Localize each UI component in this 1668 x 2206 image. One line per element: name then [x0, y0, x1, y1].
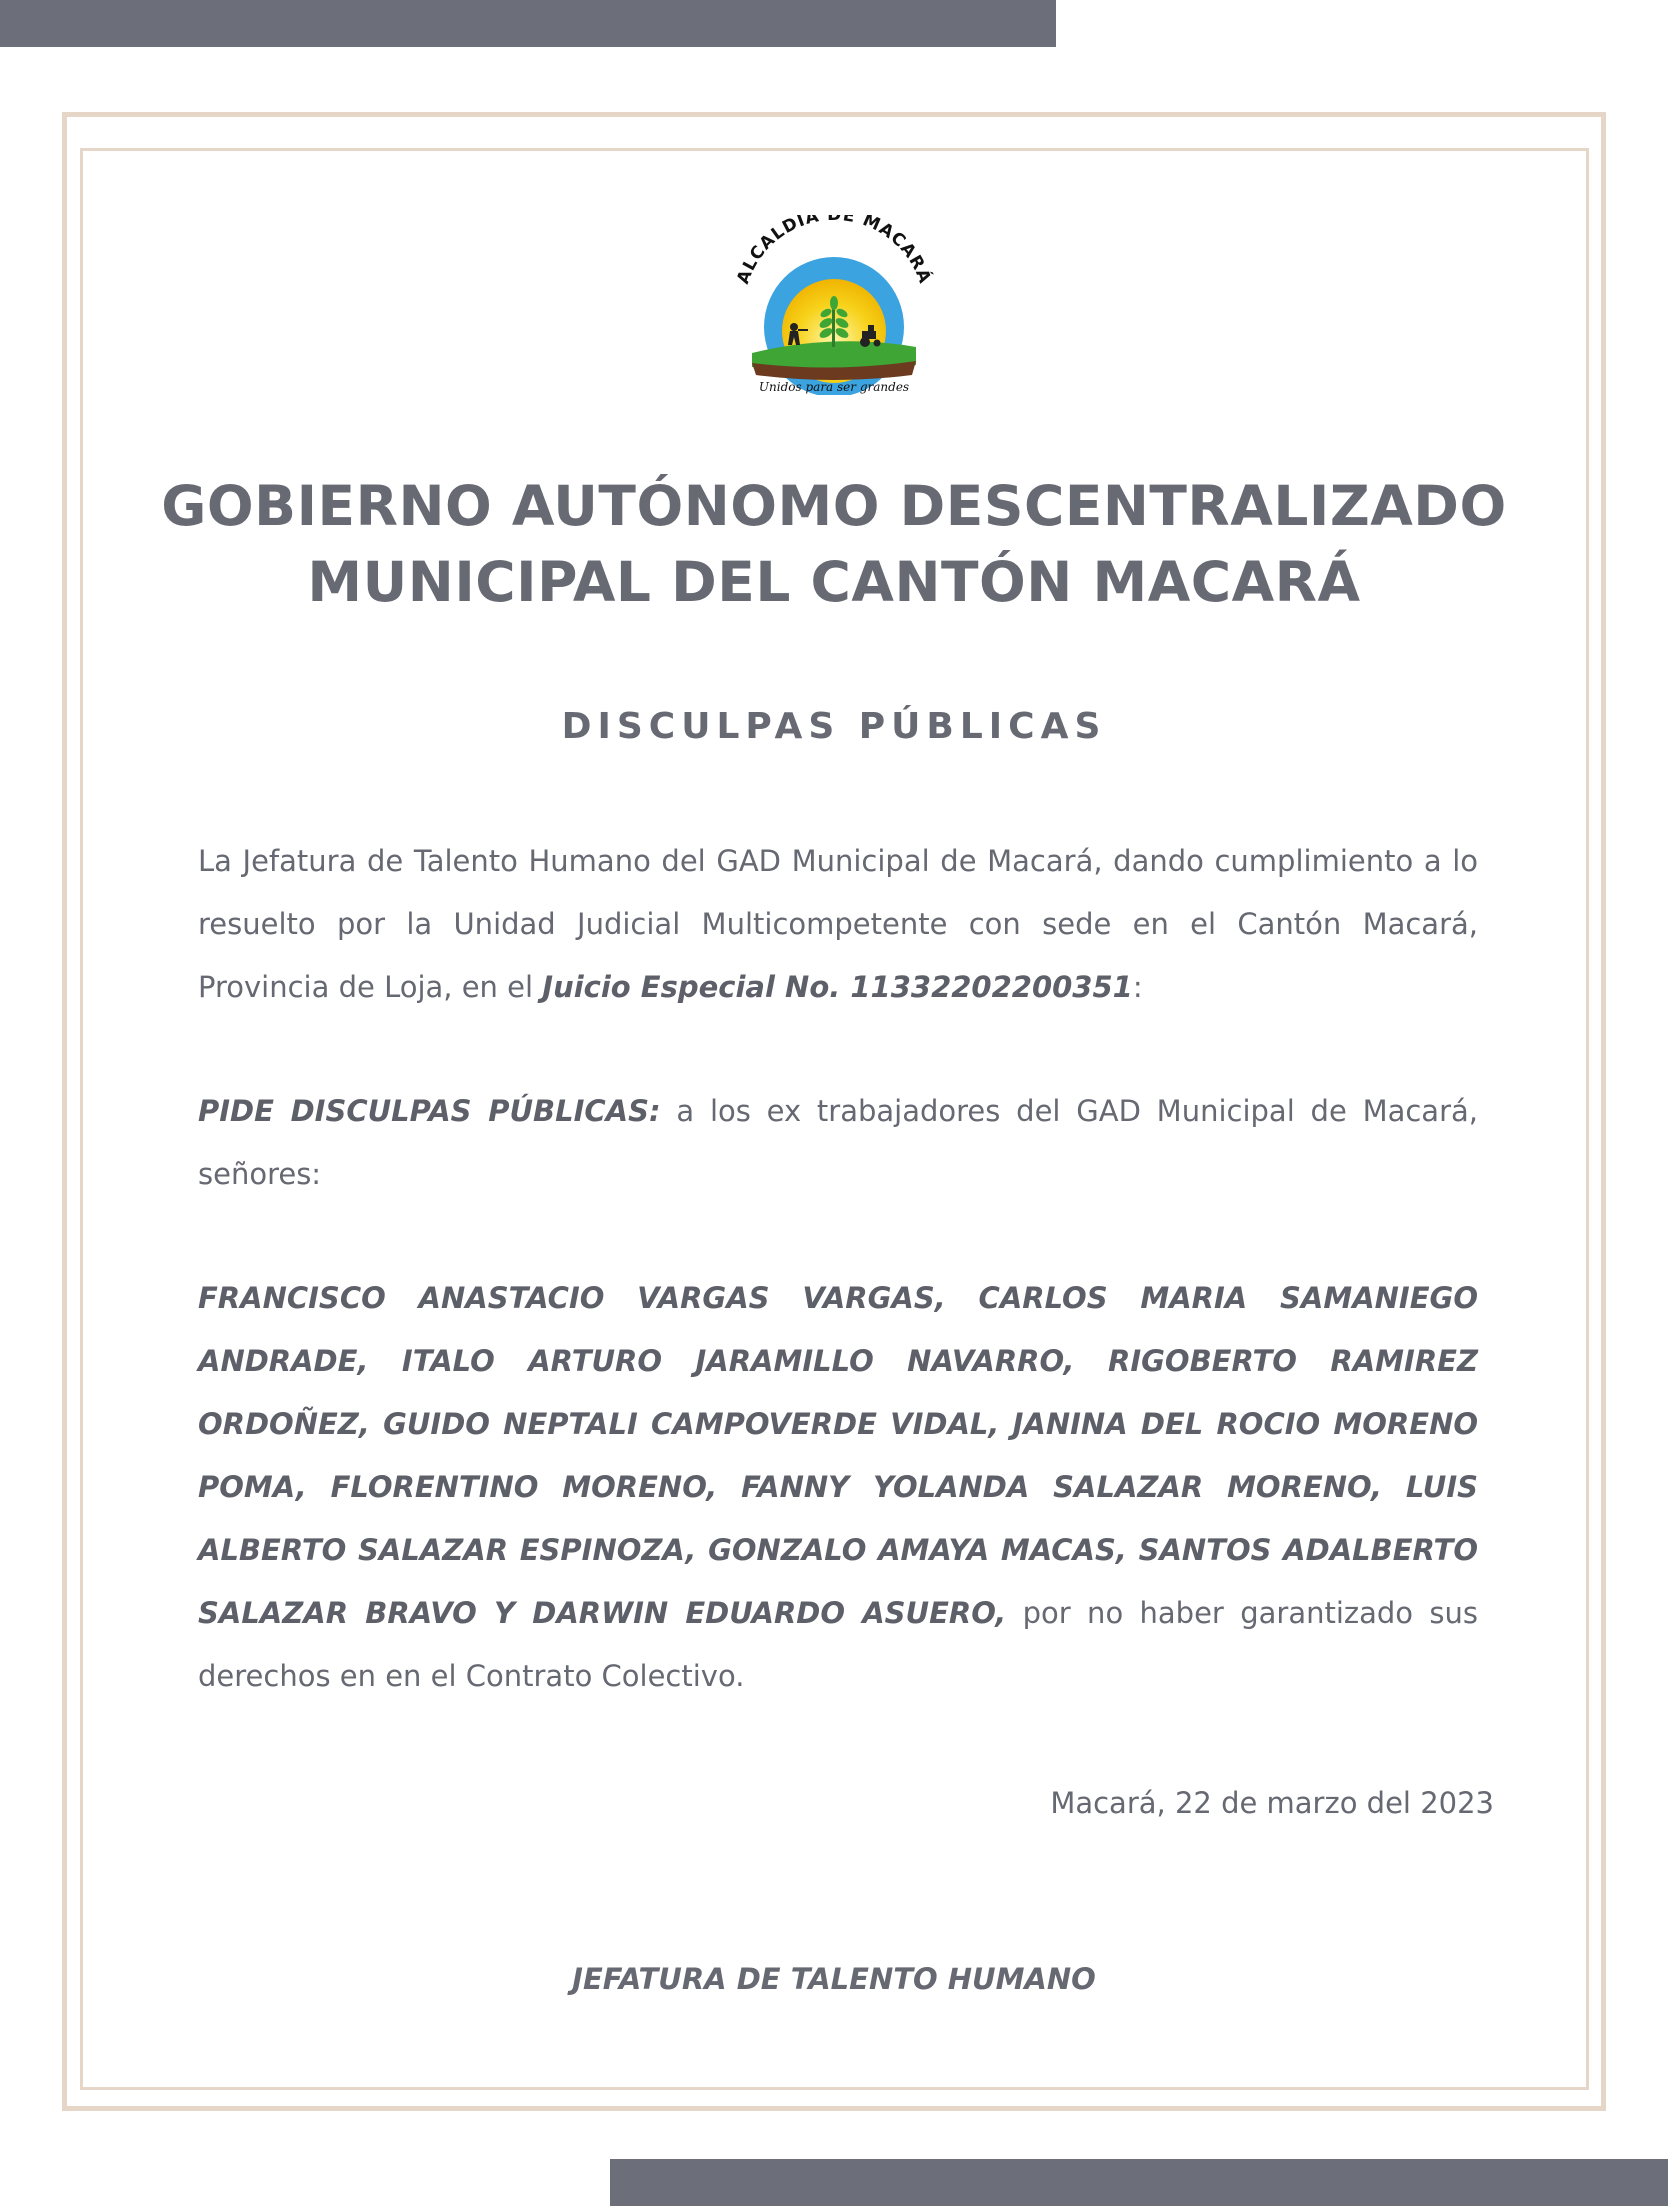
title-line-1: GOBIERNO AUTÓNOMO DESCENTRALIZADO	[161, 474, 1507, 538]
intro-text: La Jefatura de Talento Humano del GAD Municipal de Macará, dando cumplimiento a lo resuelto por la Unidad Judicial Multicompetente con sede en el Cantón Macará, Provincia de Loja, en el	[198, 844, 1478, 1004]
apology-paragraph	[198, 1080, 1478, 1206]
intro-end: :	[1132, 970, 1143, 1004]
logo-motto: Unidos para ser grandes	[758, 380, 910, 394]
document-subtitle: DISCULPAS PÚBLICAS	[561, 706, 1107, 747]
apology-label: PIDE DISCULPAS PÚBLICAS:	[198, 1094, 661, 1128]
names-paragraph	[198, 1267, 1478, 1708]
municipal-crest-logo	[722, 215, 947, 395]
title-line-2: MUNICIPAL DEL CANTÓN MACARÁ	[307, 550, 1361, 614]
names-closing-text: por no haber garantizado sus derechos en en el Contrato Colectivo.	[198, 1596, 1478, 1693]
logo-arc-text: ALCALDÍA DE MACARÁ	[733, 215, 935, 287]
apology-text: a los ex trabajadores del GAD Municipal de Macará, señores:	[198, 1094, 1478, 1191]
worker-names: FRANCISCO ANASTACIO VARGAS VARGAS, CARLOS MARIA SAMANIEGO ANDRADE, ITALO ARTURO JARAMILLO NAVARRO, RIGOBERTO RAMIREZ ORDOÑEZ, GUIDO NEPTALI CAMPOVERDE VIDAL, JANINA DEL ROCIO MORENO POMA, FLORENTINO MORENO, FANNY YOLANDA SALAZAR MORENO, LUIS ALBERTO SALAZAR ESPINOZA, GONZALO AMAYA MACAS, SANTOS ADALBERTO SALAZAR BRAVO Y DARWIN EDUARDO ASUERO,	[198, 1281, 1478, 1630]
intro-paragraph	[198, 830, 1478, 1019]
page-title	[110, 468, 1558, 620]
signature-department: JEFATURA DE TALENTO HUMANO	[572, 1962, 1096, 1996]
document-date: Macará, 22 de marzo del 2023	[1050, 1786, 1494, 1820]
case-number: Juicio Especial No. 11332202200351	[542, 970, 1133, 1004]
top-decorative-bar	[0, 0, 1056, 47]
bottom-decorative-bar	[610, 2159, 1668, 2206]
logo-graphic	[722, 215, 947, 395]
